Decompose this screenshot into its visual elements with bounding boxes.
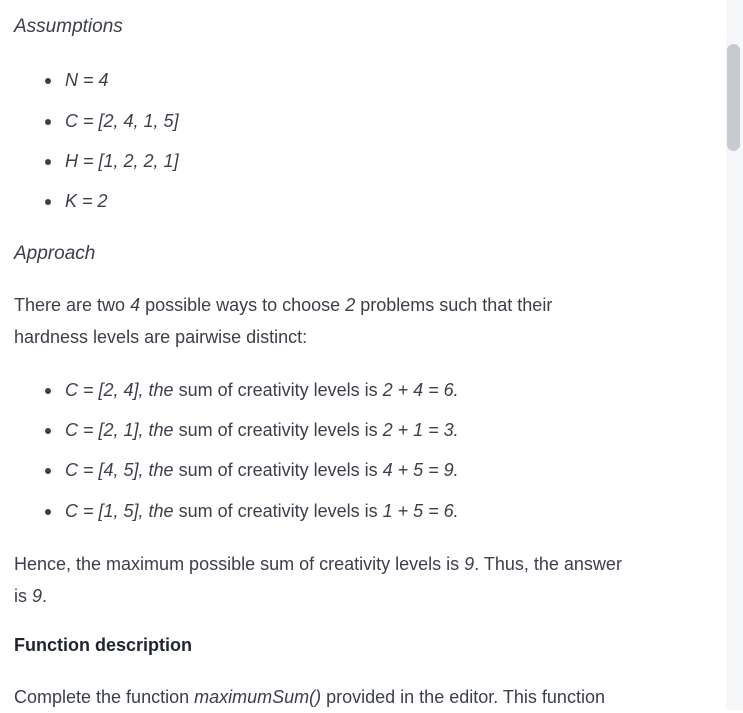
approach-intro: There are two 4 possible ways to choose 2 problems such that their hardness levels are pairwise distinct:	[14, 295, 553, 347]
bullet-icon	[45, 428, 51, 434]
approach-conclusion: Hence, the maximum possible sum of creativity levels is 9. Thus, the answer is 9.	[14, 554, 622, 606]
scrollbar-thumb[interactable]	[727, 44, 740, 151]
function-description-text: Complete the function maximumSum() provided in the editor. This function	[14, 687, 605, 707]
bullet-icon	[45, 199, 51, 205]
bullet-icon	[45, 119, 51, 125]
approach-heading: Approach	[14, 243, 96, 264]
bullet-icon	[45, 159, 51, 165]
bullet-icon	[45, 388, 51, 394]
assumptions-heading: Assumptions	[14, 16, 123, 37]
bullet-icon	[45, 468, 51, 474]
bullet-icon	[45, 509, 51, 515]
function-description-heading: Function description	[14, 635, 192, 655]
bullet-icon	[45, 78, 51, 84]
